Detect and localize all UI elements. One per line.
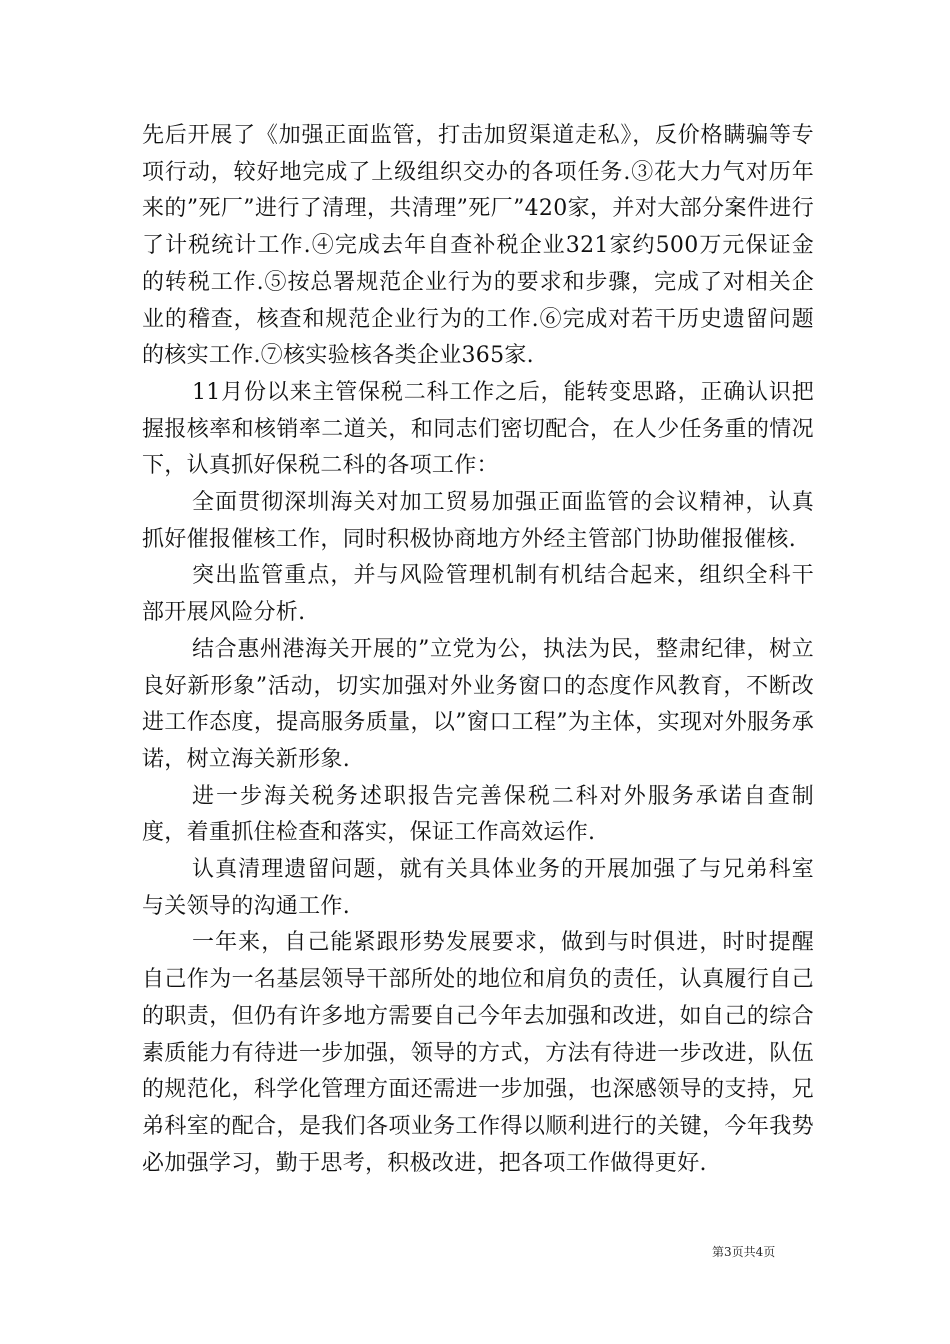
paragraph-4: 突出监管重点，并与风险管理机制有机结合起来，组织全科干部开展风险分析.	[142, 563, 814, 626]
paragraph-3: 全面贯彻深圳海关对加工贸易加强正面监管的会议精神，认真抓好催报催核工作，同时积极协商地方外经主管部门协助催报催核.	[142, 490, 814, 552]
paragraph-8: 一年来，自己能紧跟形势发展要求，做到与时俱进，时时提醒自己作为一名基层领导干部所处的地位和肩负的责任，认真履行自己的职责，但仍有许多地方需要自己今年去加强和改进，如自己的综合素质能力有待进一步加强，领导的方式，方法有待进一步改进，队伍的规范化，科学化管理方面还需进一步加强，也深感领导的支持，兄弟科室的配合，是我们各项业务工作得以顺利进行的关键，今年我势必加强学习，勤于思考，积极改进，把各项工作做得更好.	[142, 930, 814, 1176]
paragraph-6: 进一步海关税务述职报告完善保税二科对外服务承诺自查制度，着重抓住检查和落实，保证工作高效运作.	[142, 783, 814, 846]
paragraph-5: 结合惠州港海关开展的”立党为公，执法为民，整肃纪律，树立良好新形象”活动，切实加强对外业务窗口的态度作风教育，不断改进工作态度，提高服务质量，以”窗口工程”为主体，实现对外服务承诺，树立海关新形象.	[142, 636, 814, 772]
paragraph-2: 11月份以来主管保税二科工作之后，能转变思路，正确认识把握报核率和核销率二道关，和同志们密切配合，在人少任务重的情况下，认真抓好保税二科的各项工作：	[142, 379, 814, 479]
page-number-footer: 第3页共4页	[712, 1245, 776, 1259]
paragraph-7: 认真清理遗留问题，就有关具体业务的开展加强了与兄弟科室与关领导的沟通工作.	[142, 857, 814, 919]
document-body	[142, 118, 814, 1182]
paragraph-1: 先后开展了《加强正面监管，打击加贸渠道走私》，反价格瞒骗等专项行动，较好地完成了上级组织交办的各项任务.③花大力气对历年来的”死厂”进行了清理，共清理”死厂”420家，并对大部分案件进行了计税统计工作.④完成去年自查补税企业321家约500万元保证金的转税工作.⑤按总署规范企业行为的要求和步骤，完成了对相关企业的稽查，核查和规范企业行为的工作.⑥完成对若干历史遗留问题的核实工作.⑦核实验核各类企业365家.	[142, 123, 814, 369]
